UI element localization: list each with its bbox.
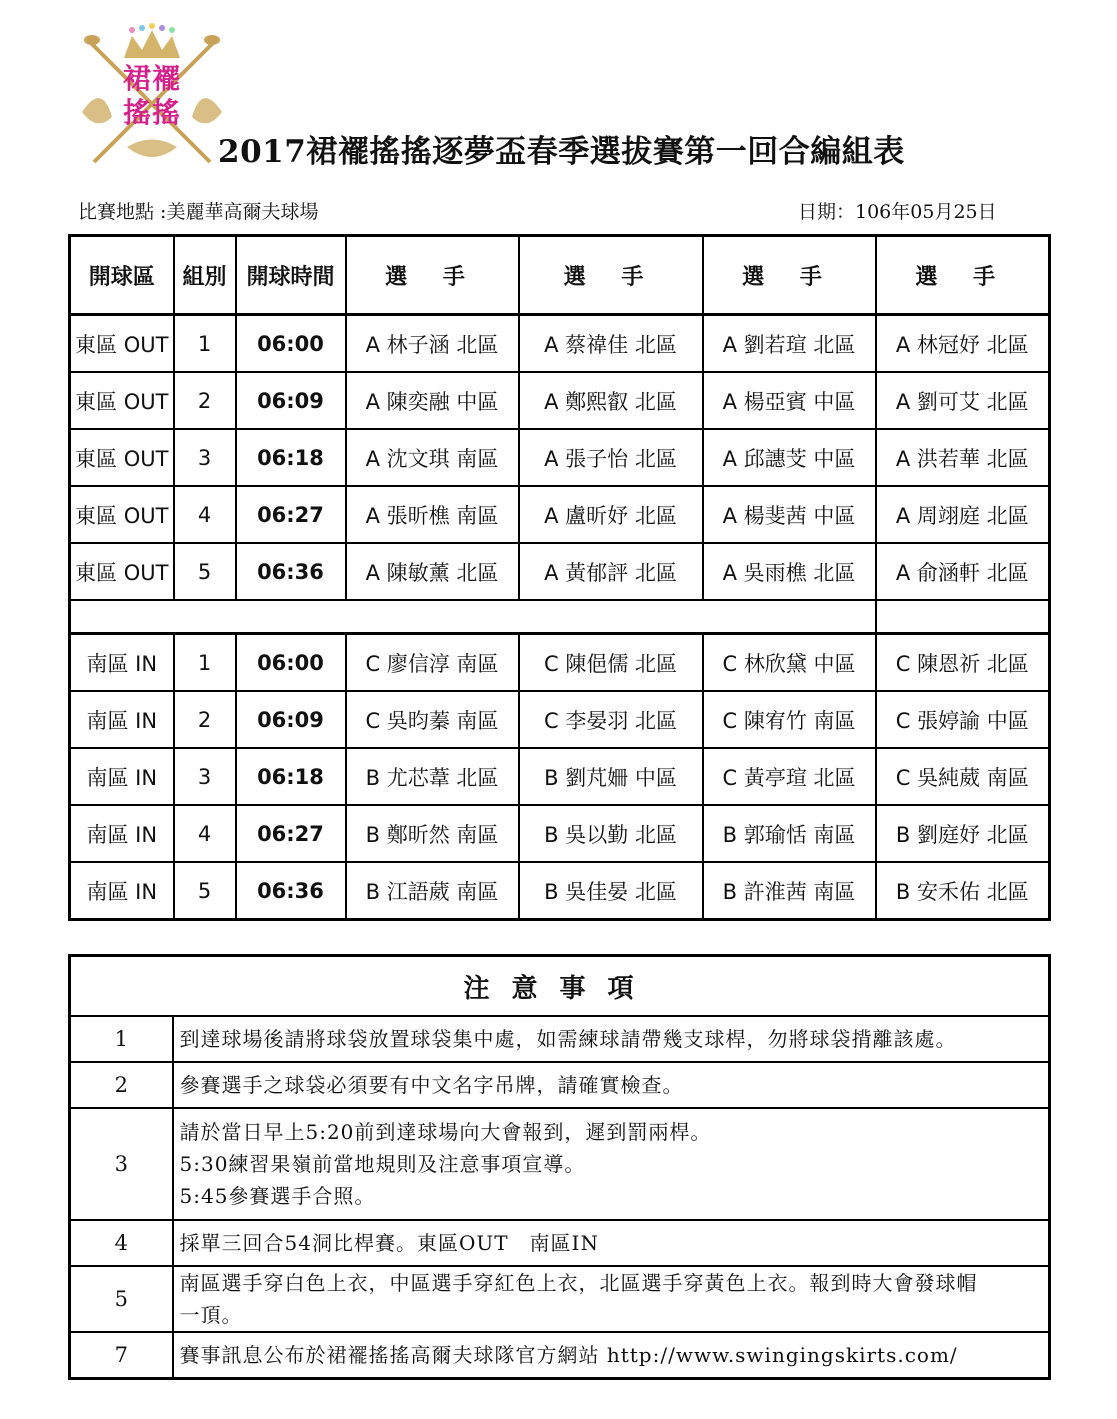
player-cell: A 黃郁評 北區 xyxy=(519,543,703,600)
player-cell: A 林子涵 北區 xyxy=(346,315,519,373)
tee-cell: 東區 OUT xyxy=(70,543,174,600)
logo xyxy=(72,22,232,170)
header-group: 組別 xyxy=(174,236,236,315)
time-cell: 06:09 xyxy=(236,372,346,429)
tee-cell: 南區 IN xyxy=(70,805,174,862)
table-row xyxy=(70,748,1050,805)
table-row xyxy=(70,315,1050,373)
note-text xyxy=(173,1332,1050,1378)
time-cell: 06:36 xyxy=(236,543,346,600)
tee-cell: 東區 OUT xyxy=(70,372,174,429)
player-cell: C 廖信淳 南區 xyxy=(346,634,519,692)
time-cell: 06:27 xyxy=(236,486,346,543)
page-title: 2017裙襬搖搖逐夢盃春季選拔賽第一回合編組表 xyxy=(218,134,905,170)
logo-wordmark: 裙襬 搖搖 xyxy=(122,62,181,129)
player-cell: B 吳佳晏 北區 xyxy=(519,862,703,920)
tee-cell: 東區 OUT xyxy=(70,315,174,373)
player-cell: A 吳雨樵 北區 xyxy=(703,543,876,600)
player-cell: B 吳以勤 北區 xyxy=(519,805,703,862)
player-cell: C 吳純葳 南區 xyxy=(876,748,1050,805)
note-row xyxy=(70,1108,1050,1220)
group-cell: 5 xyxy=(174,862,236,920)
group-cell: 4 xyxy=(174,805,236,862)
table-row xyxy=(70,805,1050,862)
player-cell: A 邱譓芠 中區 xyxy=(703,429,876,486)
player-cell: A 俞涵軒 北區 xyxy=(876,543,1050,600)
time-cell: 06:36 xyxy=(236,862,346,920)
tee-cell: 南區 IN xyxy=(70,862,174,920)
separator-cell xyxy=(876,600,1050,634)
note-line: 賽事訊息公布於裙襬搖搖高爾夫球隊官方網站 http://www.swingingskirts.com/ xyxy=(179,1342,958,1367)
player-cell: C 林欣黛 中區 xyxy=(703,634,876,692)
player-cell: B 鄭昕然 南區 xyxy=(346,805,519,862)
player-cell: A 陳奕融 中區 xyxy=(346,372,519,429)
table-row xyxy=(70,862,1050,920)
note-line: 請於當日早上5:20前到達球場向大會報到，遲到罰兩桿。 xyxy=(179,1120,712,1144)
header-player: 選 手 xyxy=(519,236,703,315)
player-cell: B 劉庭妤 北區 xyxy=(876,805,1050,862)
player-cell: A 盧昕妤 北區 xyxy=(519,486,703,543)
header-player: 選 手 xyxy=(876,236,1050,315)
group-cell: 5 xyxy=(174,543,236,600)
player-cell: A 洪若華 北區 xyxy=(876,429,1050,486)
note-row xyxy=(70,1062,1050,1108)
player-cell: A 楊亞賓 中區 xyxy=(703,372,876,429)
note-row xyxy=(70,1332,1050,1378)
player-cell: C 陳宥竹 南區 xyxy=(703,691,876,748)
group-cell: 3 xyxy=(174,748,236,805)
separator-row xyxy=(70,600,1050,634)
player-cell: A 楊斐茜 中區 xyxy=(703,486,876,543)
player-cell: B 劉芃姍 中區 xyxy=(519,748,703,805)
notes-title: 注意事項 xyxy=(70,956,1050,1017)
player-cell: A 劉可艾 北區 xyxy=(876,372,1050,429)
table-row xyxy=(70,691,1050,748)
group-cell: 2 xyxy=(174,691,236,748)
player-cell: A 鄭熙叡 北區 xyxy=(519,372,703,429)
group-cell: 1 xyxy=(174,634,236,692)
note-number: 5 xyxy=(70,1266,173,1332)
player-cell: B 郭瑜恬 南區 xyxy=(703,805,876,862)
note-line: 採單三回合54洞比桿賽。東區OUT 南區IN xyxy=(179,1231,599,1255)
tee-cell: 南區 IN xyxy=(70,634,174,692)
tee-cell: 南區 IN xyxy=(70,691,174,748)
note-text xyxy=(173,1016,1050,1062)
time-cell: 06:00 xyxy=(236,634,346,692)
tee-cell: 東區 OUT xyxy=(70,486,174,543)
table-row xyxy=(70,429,1050,486)
note-text xyxy=(173,1108,1050,1220)
note-number: 7 xyxy=(70,1332,173,1378)
note-line: 一頂。 xyxy=(179,1303,243,1327)
note-number: 1 xyxy=(70,1016,173,1062)
note-row xyxy=(70,1220,1050,1266)
note-number: 2 xyxy=(70,1062,173,1108)
note-line: 南區選手穿白色上衣，中區選手穿紅色上衣，北區選手穿黃色上衣。報到時大會發球帽 xyxy=(179,1271,978,1295)
time-cell: 06:00 xyxy=(236,315,346,373)
player-cell: A 陳敏薰 北區 xyxy=(346,543,519,600)
player-cell: A 林冠妤 北區 xyxy=(876,315,1050,373)
note-row xyxy=(70,1016,1050,1062)
note-number: 4 xyxy=(70,1220,173,1266)
time-cell: 06:27 xyxy=(236,805,346,862)
note-row xyxy=(70,1266,1050,1332)
table-row xyxy=(70,634,1050,692)
pairing-table xyxy=(68,234,1051,921)
note-line: 到達球場後請將球袋放置球袋集中處，如需練球請帶幾支球桿，勿將球袋揹離該處。 xyxy=(179,1027,957,1051)
table-header-row xyxy=(70,236,1050,315)
header-player: 選 手 xyxy=(703,236,876,315)
player-cell: C 陳俋儒 北區 xyxy=(519,634,703,692)
player-cell: A 張子怡 北區 xyxy=(519,429,703,486)
group-cell: 1 xyxy=(174,315,236,373)
date-label: 日期：106年05月25日 xyxy=(798,201,997,223)
player-cell: A 周翊庭 北區 xyxy=(876,486,1050,543)
table-row xyxy=(70,543,1050,600)
header-player: 選 手 xyxy=(346,236,519,315)
time-cell: 06:18 xyxy=(236,748,346,805)
tee-cell: 東區 OUT xyxy=(70,429,174,486)
table-row xyxy=(70,486,1050,543)
player-cell: A 沈文琪 南區 xyxy=(346,429,519,486)
tee-cell: 南區 IN xyxy=(70,748,174,805)
player-cell: C 陳恩祈 北區 xyxy=(876,634,1050,692)
notes-table xyxy=(68,954,1051,1380)
separator-cell xyxy=(70,600,876,634)
group-cell: 3 xyxy=(174,429,236,486)
note-number: 3 xyxy=(70,1108,173,1220)
note-text xyxy=(173,1062,1050,1108)
player-cell: C 吳昀蓁 南區 xyxy=(346,691,519,748)
note-line: 5:30練習果嶺前當地規則及注意事項宣導。 xyxy=(179,1152,586,1176)
note-line: 5:45參賽選手合照。 xyxy=(179,1184,376,1208)
player-cell: B 許淮茜 南區 xyxy=(703,862,876,920)
player-cell: C 李晏羽 北區 xyxy=(519,691,703,748)
player-cell: B 江語葳 南區 xyxy=(346,862,519,920)
player-cell: B 安禾佑 北區 xyxy=(876,862,1050,920)
note-text xyxy=(173,1266,1050,1332)
note-text xyxy=(173,1220,1050,1266)
player-cell: C 張婷諭 中區 xyxy=(876,691,1050,748)
player-cell: A 蔡禕佳 北區 xyxy=(519,315,703,373)
group-cell: 2 xyxy=(174,372,236,429)
player-cell: B 尤芯葦 北區 xyxy=(346,748,519,805)
note-line: 參賽選手之球袋必須要有中文名字吊牌，請確實檢查。 xyxy=(179,1073,684,1097)
player-cell: C 黃亭瑄 北區 xyxy=(703,748,876,805)
header-tee: 開球區 xyxy=(70,236,174,315)
time-cell: 06:18 xyxy=(236,429,346,486)
venue-label: 比賽地點 :美麗華高爾夫球場 xyxy=(78,201,319,223)
player-cell: A 劉若瑄 北區 xyxy=(703,315,876,373)
player-cell: A 張昕樵 南區 xyxy=(346,486,519,543)
table-row xyxy=(70,372,1050,429)
header-time: 開球時間 xyxy=(236,236,346,315)
group-cell: 4 xyxy=(174,486,236,543)
time-cell: 06:09 xyxy=(236,691,346,748)
